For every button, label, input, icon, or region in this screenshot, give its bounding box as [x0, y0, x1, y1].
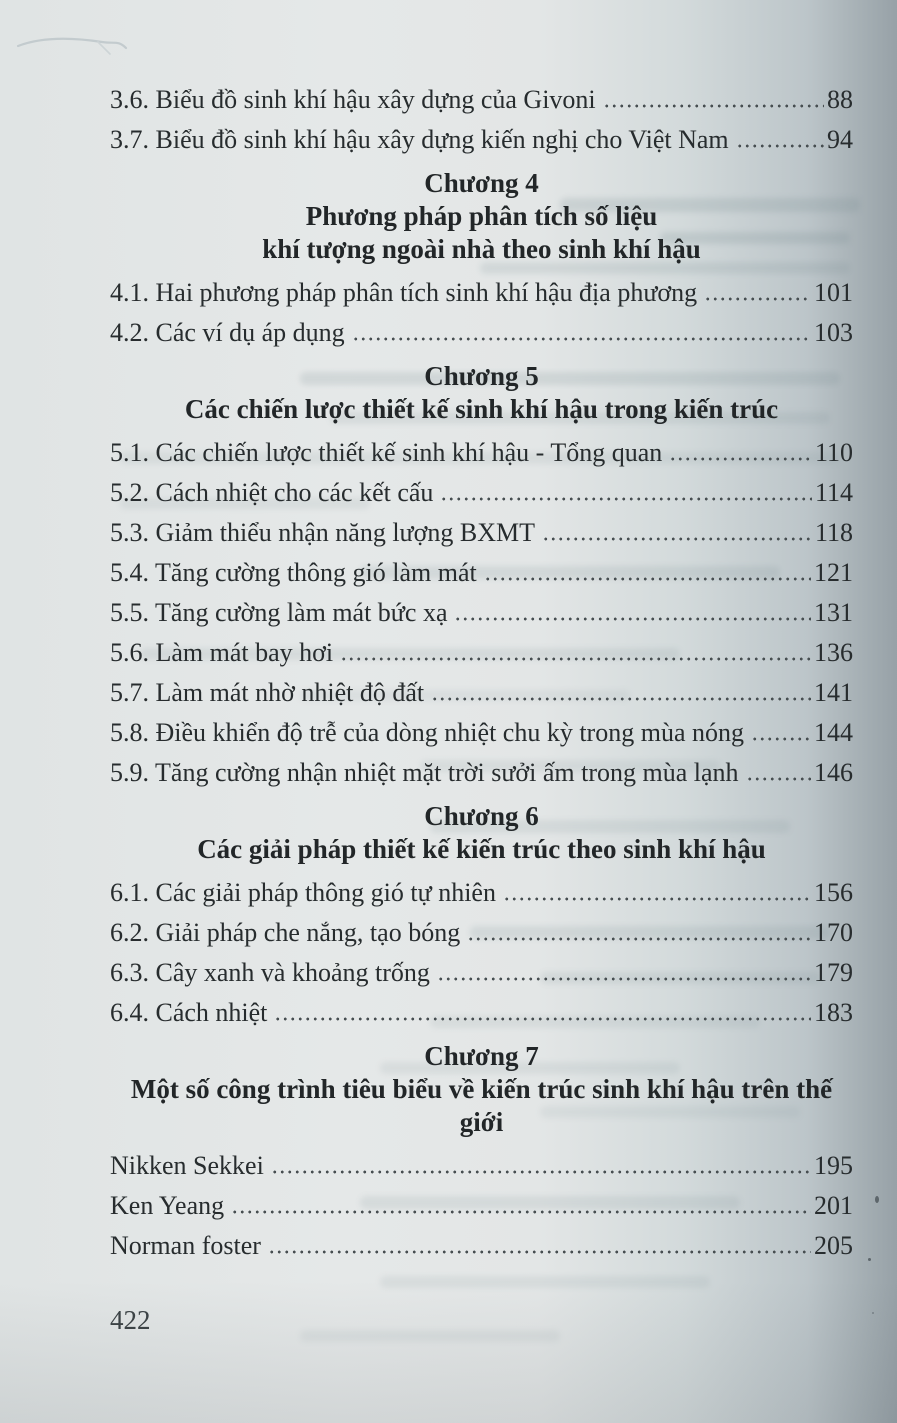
dot-leader	[437, 977, 811, 981]
toc-entry	[110, 1191, 853, 1221]
toc-entry-page-number: 103	[814, 318, 853, 347]
toc-entry-label: 3.6. Biểu đồ sinh khí hậu xây dựng của Givoni	[110, 85, 596, 114]
chapter-subtitle: Phương pháp phân tích số liệu	[305, 201, 658, 231]
toc-entry-label: 5.9. Tăng cường nhận nhiệt mặt trời sưởi ấm trong mùa lạnh	[110, 758, 739, 787]
chapter-heading	[110, 1040, 853, 1139]
toc-entry	[110, 125, 853, 155]
toc-entry-label: 5.6. Làm mát bay hơi	[110, 638, 334, 667]
toc-entry-label: 5.8. Điều khiển độ trễ của dòng nhiệt chu kỳ trong mùa nóng	[110, 718, 744, 747]
dot-leader	[467, 937, 811, 941]
toc-entry-page-number: 183	[814, 998, 853, 1027]
dot-leader	[340, 657, 811, 661]
dot-leader	[603, 104, 824, 108]
toc-entry	[110, 438, 853, 468]
chapter-heading	[110, 800, 853, 866]
dot-leader	[431, 697, 811, 701]
toc-entry	[110, 998, 853, 1028]
dot-leader	[231, 1210, 811, 1214]
toc-entry-label: 6.4. Cách nhiệt	[110, 998, 268, 1027]
toc-entry	[110, 318, 853, 348]
toc-entry-label: 5.2. Cách nhiệt cho các kết cấu	[110, 478, 434, 507]
toc-entry-label: 4.2. Các ví dụ áp dụng	[110, 318, 345, 347]
dot-leader	[268, 1250, 811, 1254]
bleedthrough-smudge	[380, 1276, 710, 1288]
toc-entry	[110, 558, 853, 588]
dot-leader	[542, 537, 812, 541]
toc-entry-page-number: 170	[814, 918, 853, 947]
toc-entry-label: 6.3. Cây xanh và khoảng trống	[110, 958, 430, 987]
toc-entry-label: 4.1. Hai phương pháp phân tích sinh khí hậu địa phương	[110, 278, 698, 307]
toc-entry-label: Nikken Sekkei	[110, 1151, 264, 1180]
toc-entry-label: 5.3. Giảm thiểu nhận năng lượng BXMT	[110, 518, 536, 547]
toc-entry-page-number: 201	[814, 1191, 853, 1220]
toc-entry-label: Ken Yeang	[110, 1191, 225, 1220]
toc-entry-page-number: 179	[814, 958, 853, 987]
toc-entry-page-number: 144	[814, 718, 853, 747]
toc-entry	[110, 85, 853, 115]
dot-leader	[274, 1017, 811, 1021]
toc-entry	[110, 1151, 853, 1181]
toc-entry-label: 6.1. Các giải pháp thông gió tự nhiên	[110, 878, 496, 907]
chapter-heading	[110, 167, 853, 266]
dot-leader	[669, 457, 812, 461]
chapter-heading	[110, 360, 853, 426]
dot-leader	[503, 897, 811, 901]
dot-leader	[751, 737, 811, 741]
toc-entry-page-number: 101	[814, 278, 853, 307]
toc-entry-page-number: 146	[814, 758, 853, 787]
dot-leader	[440, 497, 812, 501]
chapter-title: Chương 5	[424, 361, 539, 391]
toc-entry	[110, 518, 853, 548]
toc-entry	[110, 718, 853, 748]
toc-entry-label: 3.7. Biểu đồ sinh khí hậu xây dựng kiến nghị cho Việt Nam	[110, 125, 729, 154]
toc-entry	[110, 1231, 853, 1261]
toc-entry-page-number: 131	[814, 598, 853, 627]
toc-entry-page-number: 110	[814, 438, 853, 467]
dot-leader	[271, 1170, 811, 1174]
toc-entry-page-number: 118	[814, 518, 853, 547]
dot-leader	[454, 617, 811, 621]
dot-leader	[736, 144, 824, 148]
toc-entry-label: 5.7. Làm mát nhờ nhiệt độ đất	[110, 678, 425, 707]
chapter-subtitle: Một số công trình tiêu biểu về kiến trúc sinh khí hậu trên thế giới	[130, 1074, 833, 1137]
chapter-title: Chương 4	[424, 168, 539, 198]
toc-entry-page-number: 114	[814, 478, 853, 507]
toc-entry-page-number: 205	[814, 1231, 853, 1260]
toc-entry	[110, 758, 853, 788]
toc-entry-page-number: 141	[814, 678, 853, 707]
toc-entry-label: 6.2. Giải pháp che nắng, tạo bóng	[110, 918, 461, 947]
toc-entry-page-number: 195	[814, 1151, 853, 1180]
toc-entry	[110, 678, 853, 708]
toc-entry-label: 5.1. Các chiến lược thiết kế sinh khí hậu - Tổng quan	[110, 438, 663, 467]
dot-leader	[484, 577, 811, 581]
dot-leader	[704, 297, 811, 301]
chapter-subtitle: Các giải pháp thiết kế kiến trúc theo sinh khí hậu	[197, 834, 766, 864]
toc-entry-label: Norman foster	[110, 1231, 261, 1260]
dot-leader	[746, 777, 811, 781]
toc-entry	[110, 638, 853, 668]
chapter-subtitle: Các chiến lược thiết kế sinh khí hậu trong kiến trúc	[184, 394, 779, 424]
toc-entry-page-number: 94	[827, 125, 853, 154]
toc-entry-page-number: 121	[814, 558, 853, 587]
toc-entry	[110, 878, 853, 908]
toc-entry	[110, 478, 853, 508]
toc-entry-label: 5.4. Tăng cường thông gió làm mát	[110, 558, 477, 587]
chapter-title: Chương 7	[424, 1041, 539, 1071]
toc-entry	[110, 958, 853, 988]
toc-entry-label: 5.5. Tăng cường làm mát bức xạ	[110, 598, 448, 627]
toc-entry	[110, 598, 853, 628]
chapter-title: Chương 6	[424, 801, 539, 831]
toc-entry	[110, 918, 853, 948]
dot-leader	[352, 337, 811, 341]
toc-entry	[110, 278, 853, 308]
footer-page-number: 422	[110, 1305, 151, 1335]
toc-entry-page-number: 156	[814, 878, 853, 907]
toc-entry-page-number: 88	[827, 85, 853, 114]
chapter-subtitle: khí tượng ngoài nhà theo sinh khí hậu	[262, 234, 701, 264]
toc-entry-page-number: 136	[814, 638, 853, 667]
